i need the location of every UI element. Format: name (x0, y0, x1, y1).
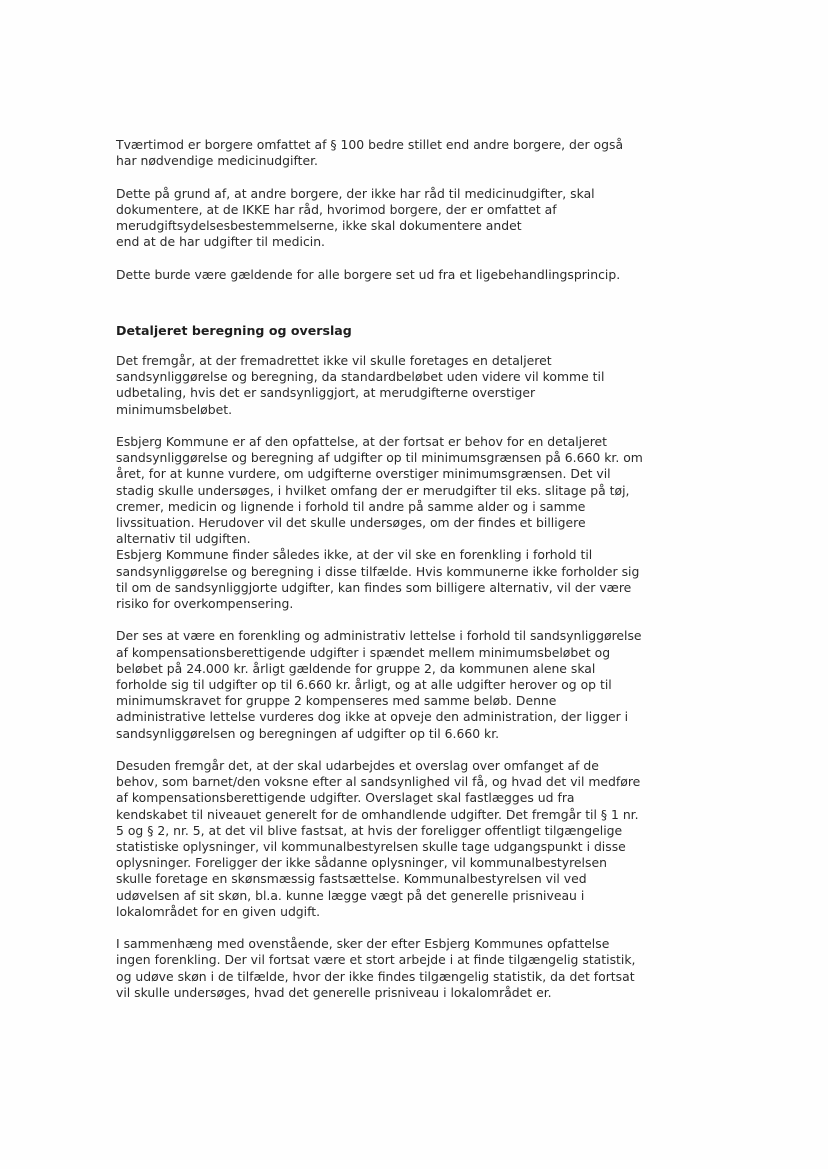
text-line: Det fremgår, at der fremadrettet ikke vil skulle foretages en detaljeret (116, 353, 552, 368)
paragraph-section-2 (116, 434, 696, 547)
text-line: statistiske oplysninger, vil kommunalbestyrelsen skulle tage udgangspunkt i disse (116, 839, 626, 855)
paragraph-section-5 (116, 758, 696, 920)
text-line: og udøve skøn i de tilfælde, hvor der ikke findes tilgængelig statistik, da det fortsat (116, 968, 635, 984)
paragraph-intro-3 (116, 267, 696, 283)
text-line: 5 og § 2, nr. 5, at det vil blive fastsat, at hvis der foreligger offentligt tilgængelige (116, 822, 623, 838)
text-line: I sammenhæng med ovenstående, sker der efter Esbjerg Kommunes opfattelse (116, 936, 610, 952)
section-heading: Detaljeret beregning og overslag (116, 322, 352, 338)
paragraph-section-6 (116, 936, 696, 1001)
text-line: af kompensationsberettigende udgifter. Overslaget skal fastlægges ud fra (116, 790, 575, 806)
paragraph-section-1 (116, 353, 696, 418)
text-line: sandsynliggørelse og beregning af udgifter op til minimumsgrænsen på 6.660 kr. om (116, 450, 643, 466)
text-line: risiko for overkompensering. (116, 596, 294, 612)
text-line: lokalområdet for en given udgift. (116, 903, 321, 919)
text-line: har nødvendige medicinudgifter. (116, 153, 318, 169)
paragraph-intro-2 (116, 186, 696, 251)
text-line: sandsynliggørelse og beregning, da standardbeløbet uden videre vil komme til (116, 369, 605, 385)
text-line: Dette på grund af, at andre borgere, der ikke har råd til medicinudgifter, skal (116, 185, 595, 201)
text-line: stadig skulle undersøges, i hvilket omfang der er merudgifter til eks. slitage på tøj, (116, 482, 630, 498)
text-line: dokumentere, at de IKKE har råd, hvorimod borgere, der er omfattet af (116, 201, 557, 217)
text-line: beløbet på 24.000 kr. årligt gældende for gruppe 2, da kommunen alene skal (116, 660, 596, 676)
text-line: Der ses at være en forenkling og administrativ lettelse i forhold til sandsynliggørelse (116, 628, 642, 644)
text-line: kendskabet til niveauet generelt for de omhandlende udgifter. Det fremgår til § 1 nr. (116, 806, 639, 822)
text-line: ingen forenkling. Der vil fortsat være et stort arbejde i at finde tilgængelig statistik, (116, 952, 636, 968)
text-line: sandsynliggørelse og beregning i disse tilfælde. Hvis kommunerne ikke forholder sig (116, 563, 640, 579)
paragraph-section-3 (116, 547, 696, 612)
text-line: forholde sig til udgifter op til 6.660 kr. årligt, og at alle udgifter herover og op til (116, 677, 612, 693)
text-line: end at de har udgifter til medicin. (116, 234, 325, 250)
text-line: alternativ til udgiften. (116, 531, 251, 547)
paragraph-intro-1 (116, 137, 696, 169)
text-line: Tværtimod er borgere omfattet af § 100 bedre stillet end andre borgere, der også (116, 137, 624, 152)
text-line: sandsynliggørelsen og beregningen af udgifter op til 6.660 kr. (116, 725, 500, 741)
paragraph-section-4 (116, 628, 696, 741)
text-line: livssituation. Herudover vil det skulle undersøges, om der findes et billigere (116, 515, 586, 531)
text-line: merudgiftsydelsesbestemmelserne, ikke skal dokumentere andet (116, 218, 522, 233)
text-line: Desuden fremgår det, at der skal udarbejdes et overslag over omfanget af de (116, 758, 599, 774)
text-line: til om de sandsynliggjorte udgifter, kan findes som billigere alternativ, vil der være (116, 579, 632, 595)
text-line: behov, som barnet/den voksne efter al sandsynlighed vil få, og hvad det vil medføre (116, 774, 641, 790)
text-line: Dette burde være gældende for alle borgere set ud fra et ligebehandlingsprincip. (116, 266, 621, 282)
text-line: oplysninger. Foreligger der ikke sådanne oplysninger, vil kommunalbestyrelsen (116, 855, 607, 871)
text-line: Esbjerg Kommune finder således ikke, at der vil ske en forenkling i forhold til (116, 547, 593, 563)
text-line: udbetaling, hvis det er sandsynliggjort, at merudgifterne overstiger (116, 385, 536, 401)
text-line: skulle foretage en skønsmæssig fastsættelse. Kommunalbestyrelsen vil ved (116, 871, 587, 887)
text-line: Esbjerg Kommune er af den opfattelse, at der fortsat er behov for en detaljeret (116, 434, 608, 449)
text-line: administrative lettelse vurderes dog ikke at opveje den administration, der ligger i (116, 709, 629, 725)
text-line: af kompensationsberettigende udgifter i spændet mellem minimumsbeløbet og (116, 644, 611, 660)
text-line: minimumsbeløbet. (116, 401, 233, 417)
document-body (116, 137, 696, 1001)
text-line: minimumskravet for gruppe 2 kompenseres med samme beløb. Denne (116, 693, 557, 709)
text-line: udøvelsen af sit skøn, bl.a. kunne lægge vægt på det generelle prisniveau i (116, 887, 585, 903)
text-line: cremer, medicin og lignende i forhold til andre på samme alder og i samme (116, 498, 586, 514)
text-line: vil skulle undersøges, hvad det generelle prisniveau i lokalområdet er. (116, 984, 552, 1000)
text-line: året, for at kunne vurdere, om udgifterne overstiger minimumsgrænsen. Det vil (116, 466, 611, 482)
